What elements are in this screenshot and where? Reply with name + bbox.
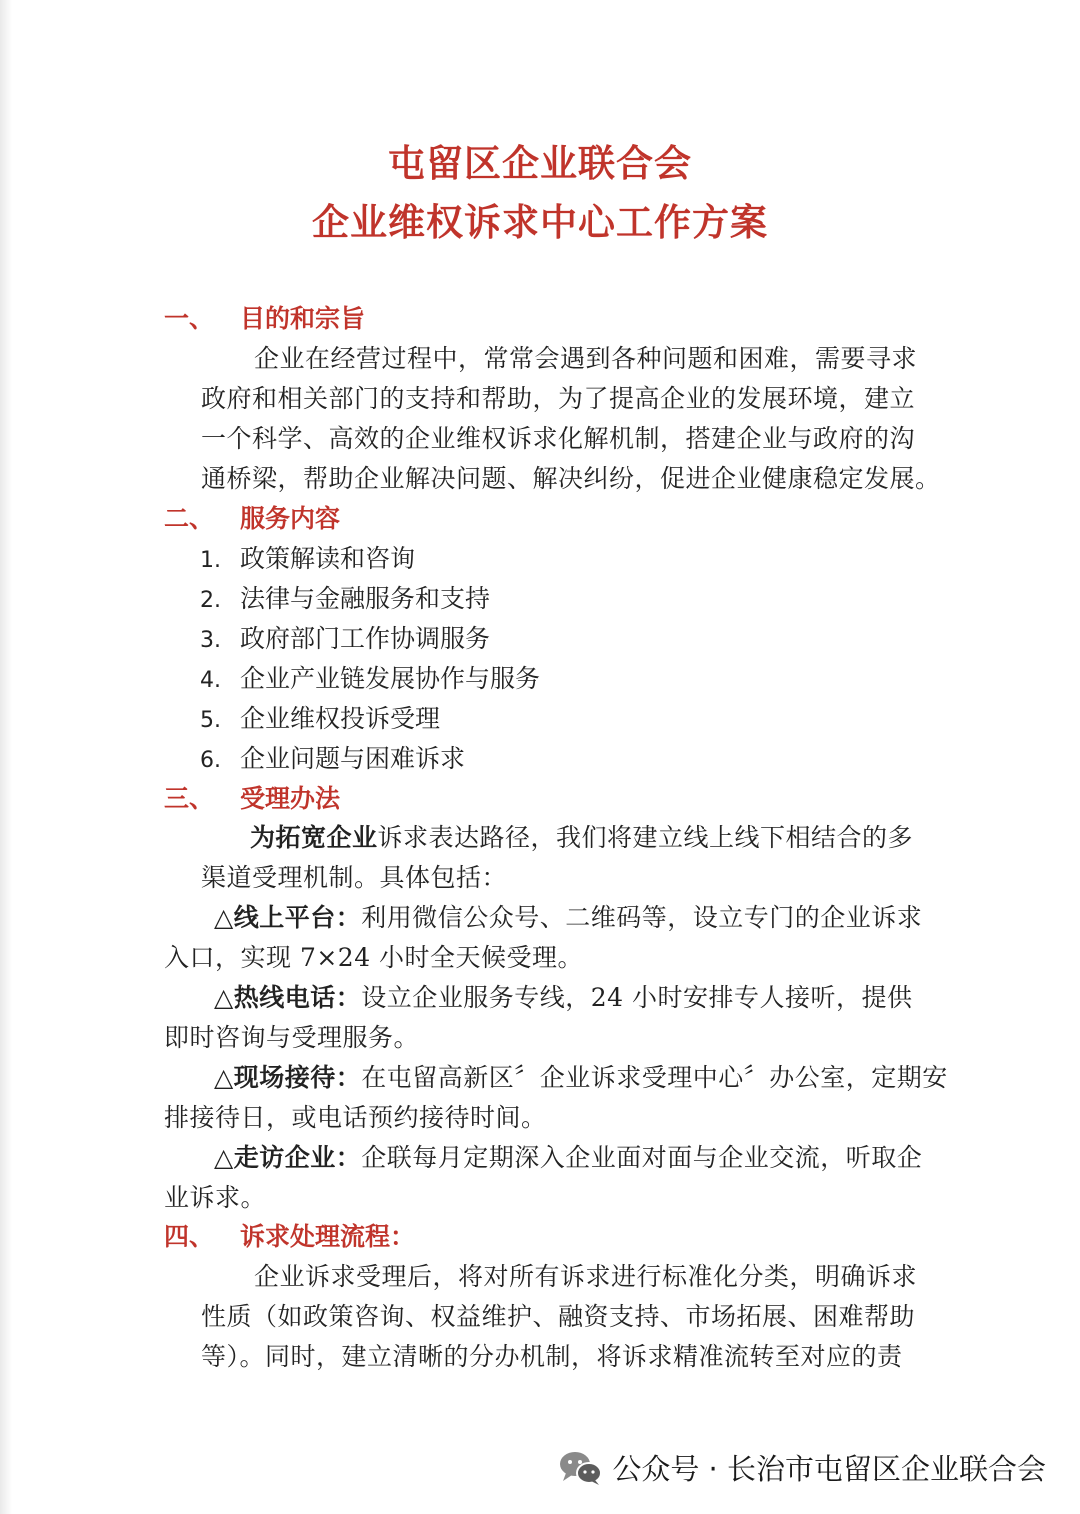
list-text: 企业产业链发展协作与服务 — [240, 664, 541, 693]
section-1-heading — [164, 299, 365, 339]
list-item — [200, 699, 440, 741]
body-text: 在屯留高新区〞企业诉求受理中心〞办公室，定期安 — [361, 1063, 948, 1092]
paragraph-line: 入口，实现 7×24 小时全天候受理。 — [164, 943, 584, 972]
list-number: 3. — [200, 628, 221, 653]
footer-text: 公众号 · 长治市屯留区企业联合会 — [612, 1452, 1046, 1486]
paragraph-line: 企业诉求受理后，将对所有诉求进行标准化分类，明确诉求 — [254, 1262, 918, 1291]
paragraph-line — [214, 1058, 948, 1098]
emphasis-text: △走访企业： — [214, 1143, 362, 1172]
paragraph-line: 渠道受理机制。具体包括： — [201, 863, 508, 892]
list-item — [200, 579, 490, 621]
section-title: 服务内容 — [240, 504, 341, 533]
section-3-heading — [164, 779, 340, 819]
paragraph-line: 即时咨询与受理服务。 — [164, 1023, 420, 1052]
list-text: 法律与金融服务和支持 — [240, 584, 491, 613]
emphasis-text: △线上平台： — [214, 903, 362, 932]
wechat-icon — [558, 1450, 604, 1486]
list-item — [200, 539, 415, 581]
body-text: 诉求表达路径，我们将建立线上线下相结合的多 — [377, 823, 914, 852]
paragraph-line — [214, 898, 922, 938]
document-title-line1: 屯留区企业联合会 — [388, 142, 692, 185]
paragraph-line: 等）。同时，建立清晰的分办机制，将诉求精准流转至对应的责 — [201, 1342, 903, 1371]
section-number: 四、 — [164, 1222, 215, 1251]
paragraph-line: 性质（如政策咨询、权益维护、融资支持、市场拓展、困难帮助 — [201, 1302, 916, 1331]
paragraph-line — [214, 978, 913, 1018]
list-number: 5. — [200, 708, 221, 733]
list-item — [200, 659, 540, 701]
list-number: 1. — [200, 548, 221, 573]
paragraph-line: 排接待日，或电话预约接待时间。 — [164, 1103, 547, 1132]
paragraph-line: 业诉求。 — [164, 1183, 267, 1212]
section-number: 三、 — [164, 784, 215, 813]
list-item — [200, 739, 465, 781]
body-text: 设立企业服务专线，24 小时安排专人接听，提供 — [361, 983, 913, 1012]
section-title: 诉求处理流程： — [240, 1222, 416, 1251]
list-item — [200, 619, 490, 661]
section-title: 目的和宗旨 — [240, 304, 366, 333]
list-number: 2. — [200, 588, 221, 613]
emphasis-text: △热线电话： — [214, 983, 362, 1012]
paragraph-line: 企业在经营过程中，常常会遇到各种问题和困难，需要寻求 — [254, 344, 918, 373]
list-text: 企业问题与困难诉求 — [240, 744, 466, 773]
body-text: 利用微信公众号、二维码等，设立专门的企业诉求 — [361, 903, 923, 932]
list-text: 政策解读和咨询 — [240, 544, 416, 573]
paragraph-line: 政府和相关部门的支持和帮助，为了提高企业的发展环境，建立 — [201, 384, 916, 413]
wechat-account-footer[interactable] — [558, 1447, 1046, 1488]
paragraph-line — [214, 1138, 922, 1178]
list-number: 4. — [200, 668, 221, 693]
section-title: 受理办法 — [240, 784, 341, 813]
section-number: 一、 — [164, 304, 215, 333]
section-4-heading — [164, 1217, 415, 1257]
paragraph-line: 通桥梁，帮助企业解决问题、解决纠纷，促进企业健康稳定发展。 — [201, 464, 941, 493]
section-2-heading — [164, 499, 340, 539]
document-title-line2: 企业维权诉求中心工作方案 — [312, 201, 768, 244]
emphasis-text: △现场接待： — [214, 1063, 362, 1092]
list-number: 6. — [200, 748, 221, 773]
list-text: 企业维权投诉受理 — [240, 704, 441, 733]
paragraph-line — [250, 818, 913, 858]
paragraph-line: 一个科学、高效的企业维权诉求化解机制，搭建企业与政府的沟 — [201, 424, 916, 453]
list-text: 政府部门工作协调服务 — [240, 624, 491, 653]
body-text: 企联每月定期深入企业面对面与企业交流，听取企 — [361, 1143, 923, 1172]
section-number: 二、 — [164, 504, 215, 533]
emphasis-text: 为拓宽企业 — [250, 823, 378, 852]
